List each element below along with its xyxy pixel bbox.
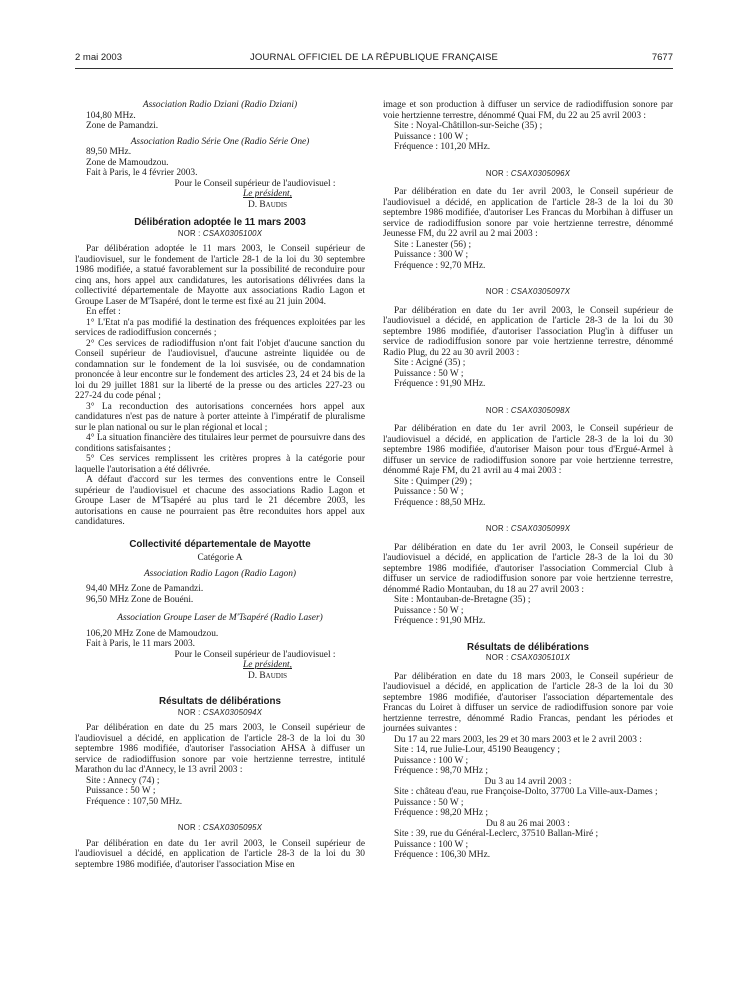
nor-reference: NOR : CSAX0305094X (177, 707, 263, 717)
signature-for: Pour le Conseil supérieur de l'audiovisuel : (174, 649, 336, 660)
frequency-line: Fréquence : 98,70 MHz ; (394, 766, 488, 776)
association-name: Association Radio Série One (Radio Série One) (130, 136, 310, 147)
frequency-line: Fréquence : 88,50 MHz. (394, 497, 486, 508)
paragraph: 1° L'Etat n'a pas modifié la destination des fréquences exploitées par les services de radiodiffusion concernés ; (75, 317, 365, 338)
zone-line: Zone de Pamandzi. (86, 121, 159, 131)
site-line: Site : 39, rue du Général-Leclerc, 37510 Ballan-Miré ; (394, 829, 599, 839)
signing-date: Fait à Paris, le 4 février 2003. (86, 168, 198, 178)
frequency-line: 96,50 MHz Zone de Bouéni. (86, 594, 194, 605)
frequency-line: Fréquence : 101,20 MHz. (394, 142, 491, 152)
power-line: Puissance : 300 W ; (394, 250, 469, 260)
site-line: Site : Lanester (56) ; (394, 239, 472, 250)
paragraph: Par délibération en date du 1er avril 2003, le Conseil supérieur de l'audiovisuel a décidé, en application de l'article 28-3 de la loi du 30 septembre 1986 modifiée, d'autoriser l'association Mise en (75, 838, 365, 870)
frequency-line: Fréquence : 91,90 MHz. (394, 616, 486, 626)
power-line: Puissance : 50 W ; (394, 605, 464, 616)
left-column (75, 100, 365, 870)
site-line: Site : château d'eau, rue Françoise-Dolto, 37700 La Ville-aux-Dames ; (394, 787, 658, 797)
section-heading: Résultats de délibérations (159, 696, 281, 707)
period-line: Du 3 au 14 avril 2003 : (484, 776, 572, 787)
running-header (75, 52, 673, 66)
section-heading: Résultats de délibérations (467, 641, 589, 653)
period-line: Du 17 au 22 mars 2003, les 29 et 30 mars 2003 et le 2 avril 2003 : (394, 734, 642, 745)
frequency-line: Fréquence : 91,90 MHz. (394, 379, 486, 389)
right-column (383, 100, 673, 861)
frequency-line: Fréquence : 106,30 MHz. (394, 850, 491, 860)
site-line: Site : Montauban-de-Bretagne (35) ; (394, 595, 531, 605)
paragraph: image et son production à diffuser un service de radiodiffusion sonore par voie hertzienne terrestre, dénommé Quai FM, du 22 au 25 avril 2003 : (383, 100, 673, 121)
site-line: Site : Quimper (29) ; (394, 476, 473, 487)
paragraph: En effet : (86, 307, 121, 317)
association-name: Association Radio Lagon (Radio Lagon) (143, 568, 297, 579)
association-name: Association Radio Dziani (Radio Dziani) (142, 100, 298, 110)
paragraph: Par délibération en date du 18 mars 2003, le Conseil supérieur de l'audiovisuel a décidé, en application de l'article 28-3 de la loi du 30 septembre 1986 modifiée, d'autoriser l'association départementale des Francas du Loiret à diffuser un service de radiodiffusion sonore par voie hertzienne terrestre, dénommé Radio Francas, pendant les périodes et journées suivantes : (383, 671, 673, 734)
section-heading: Collectivité départementale de Mayotte (129, 538, 311, 550)
frequency-line: 94,40 MHz Zone de Pamandzi. (86, 584, 204, 594)
nor-reference: NOR : CSAX0305095X (177, 823, 263, 832)
paragraph: 4° La situation financière des titulaires leur permet de poursuivre dans des conditions satisfaisantes ; (75, 433, 365, 454)
header-rule (75, 68, 673, 69)
frequency-line: 89,50 MHz. (86, 147, 132, 157)
power-line: Puissance : 50 W ; (394, 797, 464, 808)
header-date: 2 mai 2003 (75, 52, 123, 63)
zone-line: Zone de Mamoudzou. (86, 157, 169, 168)
paragraph: 5° Ces services remplissent les critères propres à la catégorie pour laquelle l'autorisation a été délivrée. (75, 454, 365, 475)
signature-title: Le président, (243, 660, 292, 670)
frequency-line: 104,80 MHz. (86, 110, 136, 121)
site-line: Site : 14, rue Julie-Lour, 45190 Beaugency ; (394, 745, 560, 755)
nor-reference: NOR : CSAX0305100X (177, 228, 263, 238)
frequency-line: Fréquence : 107,50 MHz. (86, 796, 183, 807)
site-line: Site : Acigné (35) ; (394, 358, 466, 368)
site-line: Site : Annecy (74) ; (86, 775, 160, 786)
paragraph: 3° La reconduction des autorisations concernées hors appel aux candidatures n'est pas de nature à porter atteinte à l'impératif de pluralisme sur le plan national ou sur le plan régional et local ; (75, 401, 365, 433)
frequency-line: Fréquence : 92,70 MHz. (394, 260, 486, 271)
frequency-line: Fréquence : 98,20 MHz ; (394, 808, 488, 818)
signature-title: Le président, (243, 189, 292, 199)
paragraph: Par délibération en date du 25 mars 2003, le Conseil supérieur de l'audiovisuel a décidé, en application de l'article 28-3 de la loi du 30 septembre 1986 modifiée, d'autoriser l'association AHSA à diffuser un service de radiodiffusion sonore par voie hertzienne terrestre, intitulé Marathon du lac d'Annecy, le 13 avril 2003 : (75, 723, 365, 775)
nor-reference: NOR : CSAX0305098X (485, 405, 571, 415)
section-heading: Délibération adoptée le 11 mars 2003 (134, 217, 306, 228)
paragraph: A défaut d'accord sur les termes des conventions entre le Conseil supérieur de l'audiovisuel et chacune des associations Radio Lagon et Groupe Laser de M'Tsapéré au plus tard le 21 décembre 2003, les autorisations en cause ne pourraient pas être reconduites hors appel aux candidatures. (75, 475, 365, 527)
nor-reference: NOR : CSAX0305097X (485, 287, 571, 296)
nor-reference: NOR : CSAX0305099X (485, 524, 571, 533)
frequency-line: 106,20 MHz Zone de Mamoudzou. (86, 628, 219, 639)
paragraph: 2° Ces services de radiodiffusion n'ont fait l'objet d'aucune sanction du Conseil supérieur de l'audiovisuel, d'aucune astreinte liquidée ou de condamnation sur le fondement de la loi susvisée, ou de condamnation prononcée à leur encontre sur le fondement des articles 23, 24 et 24 bis de la loi du 29 juillet 1881 sur la liberté de la presse ou des articles 227-23 ou 227-24 du code pénal ; (75, 338, 365, 401)
paragraph: Par délibération en date du 1er avril 2003, le Conseil supérieur de l'audiovisuel a décidé, en application de l'article 28-3 de la loi du 30 septembre 1986 modifiée, d'autoriser l'association Commercial Club à diffuser un service de radiodiffusion sonore par voie hertzienne terrestre, dénommé Radio Montauban, du 18 au 27 avril 2003 : (383, 542, 673, 595)
power-line: Puissance : 100 W ; (394, 131, 469, 142)
paragraph: Par délibération en date du 1er avril 2003, le Conseil supérieur de l'audiovisuel a décidé, en application de l'article 28-3 de la loi du 30 septembre 1986 modifiée, d'autoriser Maison pour tous d'Ergué-Armel à diffuser un service de radiodiffusion sonore par voie hertzienne terrestre, dénommé Raje FM, du 21 avril au 4 mai 2003 : (383, 424, 673, 476)
power-line: Puissance : 50 W ; (394, 368, 464, 379)
paragraph: Par délibération en date du 1er avril 2003, le Conseil supérieur de l'audiovisuel a décidé, en application de l'article 28-3 de la loi du 30 septembre 1986 modifiée, d'autoriser Les Francas du Morbihan à diffuser un service de radiodiffusion sonore par voie hertzienne terrestre, dénommé Jeunesse FM, du 22 avril au 2 mai 2003 : (383, 187, 673, 239)
power-line: Puissance : 50 W ; (86, 786, 156, 796)
power-line: Puissance : 50 W ; (394, 487, 464, 497)
site-line: Site : Noyal-Châtillon-sur-Seiche (35) ; (394, 121, 543, 131)
association-name: Association Groupe Laser de M'Tsapéré (Radio Laser) (117, 613, 323, 623)
period-line: Du 8 au 26 mai 2003 : (486, 818, 570, 829)
power-line: Puissance : 100 W ; (394, 839, 469, 850)
journal-title: JOURNAL OFFICIEL DE LA RÉPUBLIQUE FRANÇAISE (249, 52, 499, 63)
nor-reference: NOR : CSAX0305101X (485, 653, 571, 662)
paragraph: Par délibération adoptée le 11 mars 2003, le Conseil supérieur de l'audiovisuel, sur le fondement de l'article 28-1 de la loi du 30 septembre 1986 modifiée, a statué favorablement sur la possibilité de reconduire pour cinq ans, hors appel aux candidatures, les autorisations délivrées dans la collectivité départementale de Mayotte aux associations Radio Lagon et Groupe Laser de M'Tsapéré, dont le terme est fixé au 21 juin 2004. (75, 244, 365, 307)
nor-reference: NOR : CSAX0305096X (485, 168, 571, 178)
paragraph: Par délibération en date du 1er avril 2003, le Conseil supérieur de l'audiovisuel a décidé, en application de l'article 28-3 de la loi du 30 septembre 1986 modifiée, d'autoriser l'association Plug'in à diffuser un service de radiodiffusion sonore par voie hertzienne terrestre, dénommé Radio Plug, du 22 au 30 avril 2003 : (383, 305, 673, 358)
signatory-name: D. Baudis (247, 199, 288, 210)
signature-for: Pour le Conseil supérieur de l'audiovisuel : (174, 178, 336, 189)
page-number: 7677 (651, 52, 673, 63)
signing-date: Fait à Paris, le 11 mars 2003. (86, 639, 196, 649)
category-label: Catégorie A (197, 553, 243, 563)
power-line: Puissance : 100 W ; (394, 755, 469, 766)
signatory-name: D. Baudis (247, 670, 288, 681)
